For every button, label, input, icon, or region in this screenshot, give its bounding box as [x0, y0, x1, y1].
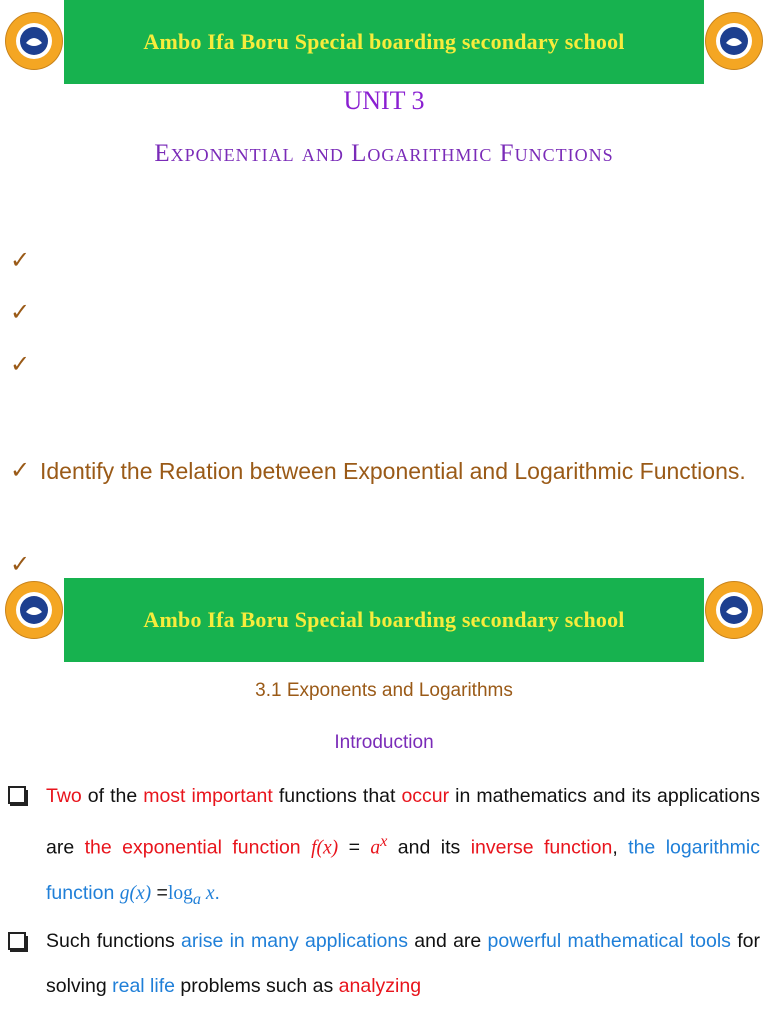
- school-name: Ambo Ifa Boru Special boarding secondary school: [143, 607, 625, 632]
- text-red: analyzing: [338, 975, 422, 997]
- text: problems such as: [175, 975, 339, 997]
- text-blue: arise in many applications: [181, 930, 408, 952]
- math-x: x: [200, 882, 215, 904]
- introduction-heading: Introduction: [334, 732, 434, 753]
- text: of the: [81, 785, 144, 807]
- check-icon: ✓: [10, 551, 31, 578]
- school-logo-right: [706, 582, 762, 638]
- text-blue: real life: [112, 975, 175, 997]
- school-logo-left: [6, 13, 62, 69]
- school-banner: [64, 578, 704, 662]
- text: Such functions: [46, 930, 182, 952]
- check-icon: ✓: [10, 351, 31, 378]
- check-icon: ✓: [10, 247, 31, 274]
- check-icon: ✓: [10, 299, 31, 326]
- text-blue: .: [214, 881, 220, 904]
- school-banner: [64, 0, 704, 84]
- paragraph-exponential: [46, 774, 760, 921]
- school-logo-right: [706, 13, 762, 69]
- math-base: a: [192, 889, 201, 908]
- text-red: Two: [46, 785, 82, 807]
- math-fx: f(x): [311, 837, 339, 859]
- check-icon: ✓: [10, 457, 31, 484]
- math-gx: g(x): [119, 882, 152, 904]
- text: ,: [612, 836, 629, 859]
- objective-text: Identify the Relation between Exponential and Logarithmic Functions.: [40, 458, 746, 484]
- school-name: Ambo Ifa Boru Special boarding secondary school: [143, 29, 625, 54]
- text-red: occur: [401, 785, 450, 807]
- text-red: inverse function: [470, 836, 613, 859]
- text: and are: [407, 930, 488, 952]
- text: =: [338, 836, 371, 859]
- text-red: the exponential function: [84, 836, 312, 859]
- math-a: a: [370, 837, 381, 859]
- text: in mathematics and its applications are: [46, 785, 761, 859]
- math-exponent: x: [380, 832, 388, 850]
- slide-2: [0, 578, 768, 1024]
- text-blue: the logarithmic function: [46, 836, 760, 904]
- paragraph-applications: [46, 919, 760, 1009]
- unit-title: Exponential and Logarithmic Functions: [154, 140, 614, 167]
- text: =: [151, 881, 168, 904]
- section-title: 3.1 Exponents and Logarithms: [255, 680, 513, 701]
- text-blue: powerful mathematical tools: [487, 930, 731, 952]
- text: functions that: [272, 785, 402, 807]
- checkbox-bullet-icon: [0, 932, 30, 956]
- text: and its: [387, 836, 471, 859]
- text: for solving: [46, 930, 760, 997]
- math-log: log: [167, 882, 193, 904]
- checkbox-bullet-icon: [0, 786, 30, 810]
- school-logo-left: [6, 582, 62, 638]
- text-red: most important: [143, 785, 273, 807]
- unit-number: UNIT 3: [343, 86, 425, 115]
